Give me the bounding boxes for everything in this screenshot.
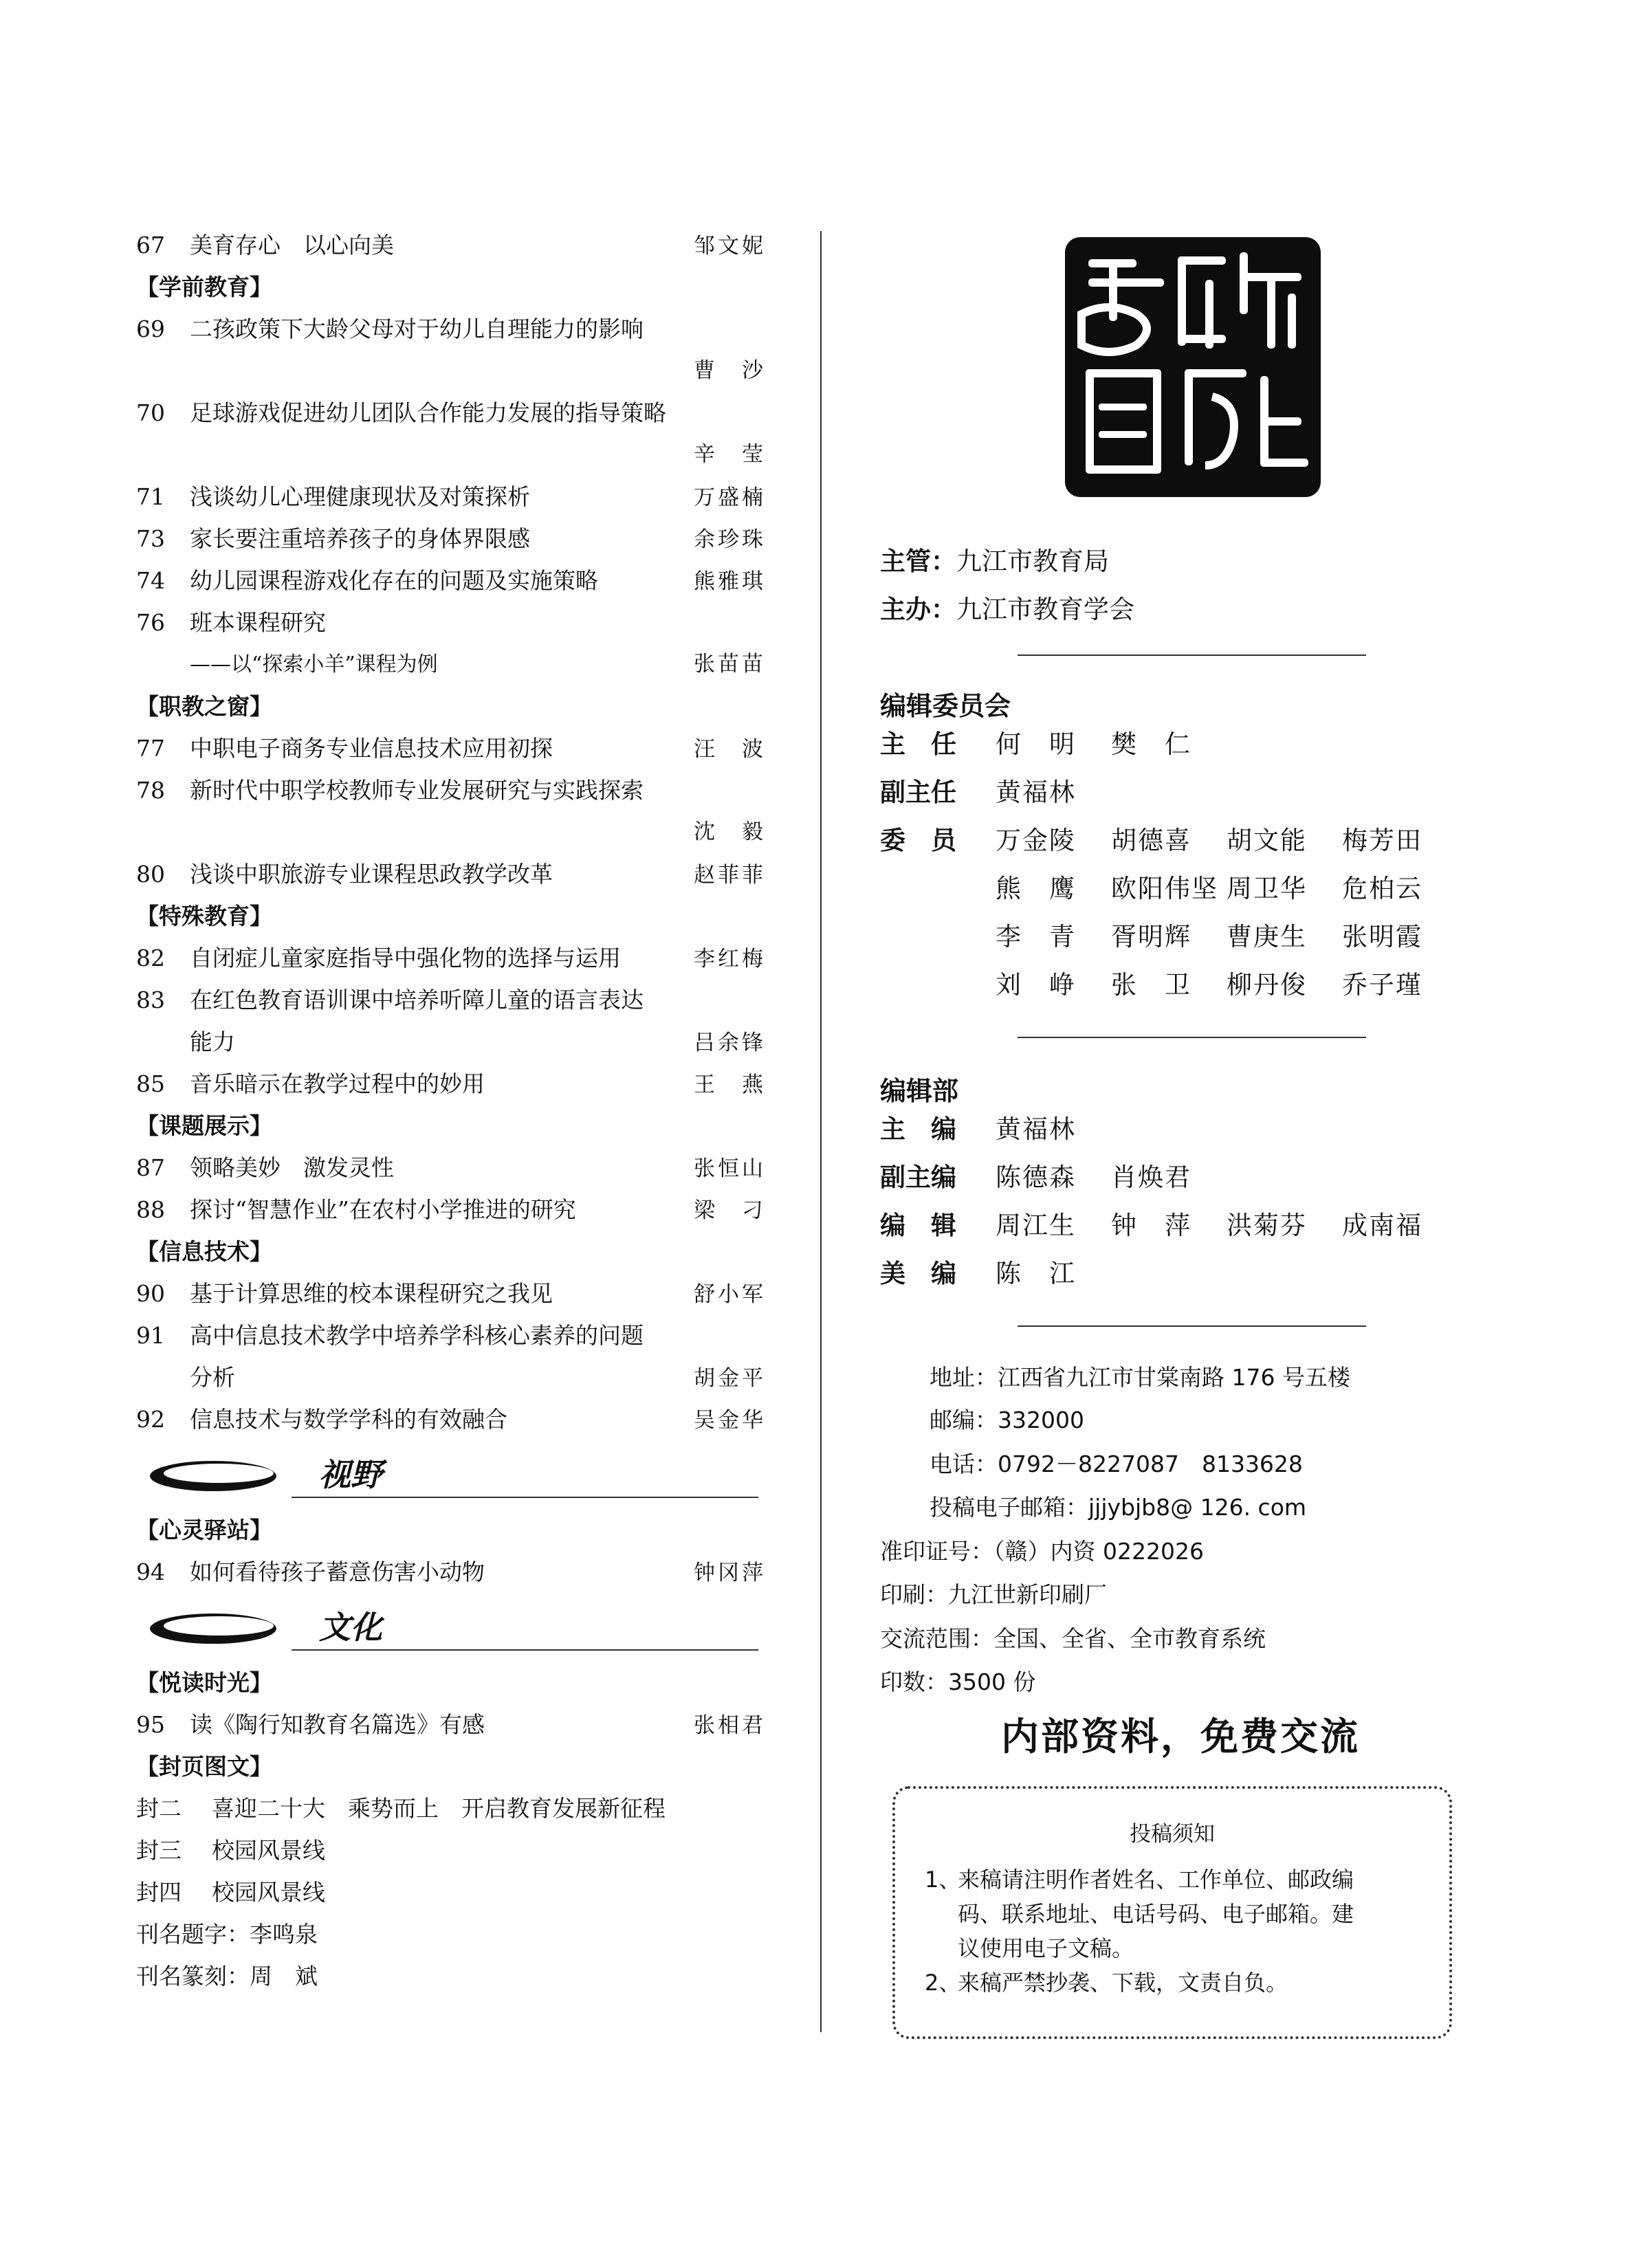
cover-page-label: 封二 <box>136 1795 182 1822</box>
toc-author: 沈 毅 <box>694 819 766 844</box>
toc-title: 读《陶行知教育名篇选》有感 <box>190 1711 485 1738</box>
toc-category-rule <box>292 1649 758 1651</box>
toc-entry <box>136 1356 765 1398</box>
toc-title: 中职电子商务专业信息技术应用初探 <box>190 735 553 762</box>
toc-title: 探讨“智慧作业”在农村小学推进的研究 <box>190 1196 576 1223</box>
toc-entry <box>136 937 765 979</box>
toc-author: 汪 波 <box>694 737 766 762</box>
toc-title: 家长要注重培养孩子的身体界限感 <box>190 525 530 552</box>
toc-page-number: 80 <box>136 861 165 888</box>
staff-name: 熊 鹰 <box>996 874 1076 903</box>
toc-entry <box>136 727 765 769</box>
staff-name: 张 卫 <box>1111 970 1191 1000</box>
staff-names <box>996 916 1458 958</box>
toc-page-number: 76 <box>136 609 165 636</box>
notice-line <box>925 1897 1429 1931</box>
toc-page-number: 92 <box>136 1406 165 1433</box>
toc-author: 李红梅 <box>694 947 766 971</box>
address: 地址：江西省九江市甘棠南路 176 号五楼 <box>930 1364 1350 1391</box>
toc-section-header: 【学前教育】 <box>136 274 272 300</box>
staff-names <box>996 1253 1111 1295</box>
toc-author: 钟冈萍 <box>694 1561 766 1585</box>
cover-page-desc: 喜迎二十大 乘势而上 开启教育发展新征程 <box>212 1795 666 1822</box>
toc-author: 张相君 <box>694 1713 766 1738</box>
notice-item <box>895 1862 1449 1966</box>
notice-text: 议使用电子文稿。 <box>958 1935 1134 1961</box>
toc-title: 浅谈中职旅游专业课程思政教学改革 <box>190 861 553 888</box>
toc-page-number: 70 <box>136 399 165 426</box>
staff-row <box>880 1253 1111 1295</box>
toc-cover-item <box>136 1871 765 1913</box>
staff-name: 刘 峥 <box>996 970 1076 1000</box>
toc-page-number: 94 <box>136 1559 165 1585</box>
toc-entry <box>136 434 765 476</box>
staff-name: 柳丹俊 <box>1227 970 1307 1000</box>
staff-names <box>996 1157 1227 1198</box>
toc-author: 熊雅琪 <box>694 569 766 594</box>
toc-entry <box>136 1063 765 1105</box>
toc-entry <box>136 643 765 685</box>
notice-line <box>925 1966 1429 2000</box>
staff-name: 成南福 <box>1342 1211 1422 1240</box>
toc-title: 班本课程研究 <box>190 609 326 636</box>
staff-name: 陈 江 <box>996 1259 1076 1288</box>
toc-section-header: 【信息技术】 <box>136 1238 272 1265</box>
toc-page-number: 77 <box>136 735 165 762</box>
toc-page-number: 90 <box>136 1280 165 1307</box>
notice-number: 1、 <box>925 1867 961 1893</box>
slogan: 内部资料，免费交流 <box>1001 1715 1361 1759</box>
toc-page-number: 91 <box>136 1322 165 1349</box>
toc-author: 余珍珠 <box>694 527 766 552</box>
toc-entry <box>136 811 765 853</box>
staff-name: 陈德森 <box>996 1163 1076 1192</box>
notice-text: 来稿严禁抄袭、下载，文责自负。 <box>958 1970 1288 1996</box>
toc-entry <box>136 602 765 643</box>
staff-names <box>996 1109 1111 1150</box>
toc-title: 信息技术与数学学科的有效融合 <box>190 1406 507 1433</box>
toc-page-number: 78 <box>136 777 165 804</box>
toc-author: 曹 沙 <box>694 358 766 383</box>
toc-section-header: 【职教之窗】 <box>136 693 272 720</box>
toc-title: 在红色教育语训课中培养听障儿童的语言表达 <box>190 987 644 1013</box>
staff-row <box>880 820 1458 861</box>
toc-title: 如何看待孩子蓄意伤害小动物 <box>190 1559 485 1585</box>
staff-role <box>880 965 996 1006</box>
toc-page-number: 95 <box>136 1711 165 1738</box>
staff-names <box>996 772 1111 813</box>
toc-author: 梁 刁 <box>694 1198 766 1223</box>
staff-names <box>996 820 1458 861</box>
toc-cover-item <box>136 1787 765 1829</box>
toc-title-continued: 能力 <box>190 1028 235 1055</box>
toc-entry <box>136 1147 765 1189</box>
table-of-contents <box>136 224 765 1997</box>
cover-page-label: 封四 <box>136 1879 182 1906</box>
cover-page-label: 封三 <box>136 1837 182 1864</box>
toc-author: 赵菲菲 <box>694 863 766 888</box>
toc-entry <box>136 1314 765 1356</box>
sponsor-line: 主办：九江市教育学会 <box>880 595 1134 624</box>
toc-title: 高中信息技术教学中培养学科核心素养的问题 <box>190 1322 644 1349</box>
toc-author: 辛 莹 <box>694 442 766 467</box>
submission-notice <box>892 1786 1452 2039</box>
staff-role <box>880 868 996 910</box>
notice-line <box>925 1862 1429 1897</box>
toc-section-header: 【特殊教育】 <box>136 903 272 929</box>
notice-number: 2、 <box>925 1970 961 1996</box>
toc-section-header: 【课题展示】 <box>136 1112 272 1139</box>
staff-row <box>880 1157 1227 1198</box>
toc-entry <box>136 518 765 560</box>
staff-name: 何 明 <box>996 729 1076 759</box>
toc-entry <box>136 392 765 434</box>
cover-page-desc: 校园风景线 <box>212 1879 325 1906</box>
notice-text: 来稿请注明作者姓名、工作单位、邮政编 <box>958 1867 1354 1893</box>
staff-names <box>996 1205 1458 1246</box>
seal-stamp-icon <box>1061 232 1327 502</box>
toc-entry <box>136 979 765 1021</box>
toc-category-name: 视野 <box>319 1456 382 1493</box>
toc-entry <box>136 1398 765 1440</box>
staff-row <box>880 1109 1111 1150</box>
column-divider <box>820 231 822 2032</box>
permit-number: 准印证号：（赣）内资 0222026 <box>880 1538 1204 1565</box>
staff-name: 万金陵 <box>996 826 1076 855</box>
toc-entry <box>136 560 765 602</box>
notice-title: 投稿须知 <box>1130 1822 1215 1847</box>
toc-title: 自闭症儿童家庭指导中强化物的选择与运用 <box>190 945 621 971</box>
toc-title-continued: 分析 <box>190 1364 235 1391</box>
toc-category-banner <box>136 1440 765 1509</box>
toc-section-header: 【封页图文】 <box>136 1753 272 1780</box>
notice-text: 码、联系地址、电话号码、电子邮箱。建 <box>958 1901 1354 1927</box>
staff-name: 洪菊芬 <box>1227 1211 1307 1240</box>
toc-entry <box>136 1189 765 1231</box>
toc-author: 舒小军 <box>694 1282 766 1307</box>
toc-credit: 刊名题字：李鸣泉 <box>136 1921 318 1948</box>
staff-role: 主 编 <box>880 1114 956 1144</box>
staff-name: 钟 萍 <box>1111 1211 1191 1240</box>
postcode: 邮编：332000 <box>930 1407 1084 1433</box>
staff-name: 梅芳田 <box>1342 826 1422 855</box>
toc-entry <box>136 1704 765 1746</box>
staff-name: 胥明辉 <box>1111 922 1191 951</box>
toc-section-header: 【悦读时光】 <box>136 1669 272 1696</box>
staff-name: 胡文能 <box>1227 826 1307 855</box>
toc-page-number: 82 <box>136 945 165 971</box>
toc-credit: 刊名篆刻：周 斌 <box>136 1963 318 1990</box>
toc-section-header: 【心灵驿站】 <box>136 1517 272 1543</box>
staff-role: 副主任 <box>880 778 956 807</box>
notice-item <box>895 1966 1449 2000</box>
toc-entry <box>136 476 765 518</box>
toc-entry <box>136 1273 765 1314</box>
print-run: 印数：3500 份 <box>880 1669 1036 1695</box>
toc-cover-item <box>136 1829 765 1871</box>
toc-page-number: 85 <box>136 1070 165 1097</box>
staff-name: 黄福林 <box>996 1114 1076 1144</box>
toc-author: 万盛楠 <box>694 485 766 510</box>
toc-title: 浅谈幼儿心理健康现状及对策探析 <box>190 483 530 510</box>
staff-row <box>880 868 1458 910</box>
staff-row <box>880 1205 1458 1246</box>
toc-subtitle: ——以“探索小羊”课程为例 <box>190 652 438 676</box>
staff-name: 张明霞 <box>1342 922 1422 951</box>
toc-author: 邹文妮 <box>694 234 766 258</box>
toc-title: 领略美妙 激发灵性 <box>190 1154 394 1181</box>
ellipse-ornament-icon <box>144 1608 282 1649</box>
toc-page-number: 88 <box>136 1196 165 1223</box>
staff-role: 委 员 <box>880 826 956 855</box>
staff-name: 乔子瑾 <box>1342 970 1422 1000</box>
toc-title: 足球游戏促进幼儿团队合作能力发展的指导策略 <box>190 399 666 426</box>
staff-name: 周江生 <box>996 1211 1076 1240</box>
staff-name: 曹庚生 <box>1227 922 1307 951</box>
staff-name: 黄福林 <box>996 778 1076 807</box>
toc-entry <box>136 1551 765 1593</box>
toc-page-number: 67 <box>136 232 165 258</box>
staff-name: 肖焕君 <box>1111 1163 1191 1192</box>
toc-author: 胡金平 <box>694 1366 766 1391</box>
toc-page-number: 71 <box>136 483 165 510</box>
staff-row <box>880 724 1227 765</box>
email: 投稿电子邮箱：jjjybjb8@ 126. com <box>930 1494 1307 1521</box>
toc-author: 王 燕 <box>694 1072 766 1097</box>
divider <box>1018 1325 1366 1327</box>
staff-row <box>880 965 1458 1006</box>
staff-role: 编 辑 <box>880 1211 956 1240</box>
staff-name: 樊 仁 <box>1111 729 1191 759</box>
phone: 电话：0792－8227087 8133628 <box>930 1451 1303 1477</box>
toc-author: 张苗苗 <box>694 652 766 676</box>
toc-page-number: 73 <box>136 525 165 552</box>
toc-page-number: 69 <box>136 316 165 342</box>
toc-category-rule <box>292 1497 758 1498</box>
toc-entry <box>136 769 765 811</box>
printer: 印刷：九江世新印刷厂 <box>880 1581 1107 1608</box>
divider <box>1018 1037 1366 1038</box>
staff-role: 美 编 <box>880 1259 956 1288</box>
toc-title: 二孩政策下大龄父母对于幼儿自理能力的影响 <box>190 316 644 342</box>
staff-name: 李 青 <box>996 922 1076 951</box>
staff-name: 危柏云 <box>1342 874 1422 903</box>
toc-author: 吴金华 <box>694 1408 766 1433</box>
staff-name: 周卫华 <box>1227 874 1307 903</box>
toc-author: 吕余锋 <box>694 1031 766 1055</box>
toc-title: 音乐暗示在教学过程中的妙用 <box>190 1070 485 1097</box>
toc-page-number: 74 <box>136 567 165 594</box>
toc-entry <box>136 308 765 350</box>
toc-title: 新时代中职学校教师专业发展研究与实践探索 <box>190 777 644 804</box>
staff-role: 主 任 <box>880 729 956 759</box>
toc-author: 张恒山 <box>694 1156 766 1181</box>
staff-row <box>880 772 1111 813</box>
toc-page-number: 87 <box>136 1154 165 1181</box>
toc-category-banner <box>136 1593 765 1662</box>
staff-role: 副主编 <box>880 1163 956 1192</box>
staff-names <box>996 868 1458 910</box>
distribution-scope: 交流范围：全国、全省、全市教育系统 <box>880 1625 1266 1652</box>
supervisor-line: 主管：九江市教育局 <box>880 547 1109 576</box>
staff-names <box>996 724 1227 765</box>
cover-page-desc: 校园风景线 <box>212 1837 325 1864</box>
dept-title: 编辑部 <box>880 1076 959 1106</box>
notice-line <box>925 1931 1429 1966</box>
committee-title: 编辑委员会 <box>880 691 1011 721</box>
staff-name: 胡德喜 <box>1111 826 1191 855</box>
toc-entry <box>136 224 765 266</box>
toc-entry <box>136 350 765 392</box>
toc-category-name: 文化 <box>319 1609 382 1646</box>
divider <box>1018 654 1366 656</box>
toc-title: 幼儿园课程游戏化存在的问题及实施策略 <box>190 567 598 594</box>
staff-role <box>880 916 996 958</box>
toc-entry <box>136 1021 765 1063</box>
staff-name: 欧阳伟坚 <box>1111 874 1218 903</box>
staff-row <box>880 916 1458 958</box>
toc-title: 美育存心 以心向美 <box>190 232 394 258</box>
ellipse-ornament-icon <box>144 1455 282 1497</box>
toc-page-number: 83 <box>136 987 165 1013</box>
toc-entry <box>136 853 765 895</box>
toc-title: 基于计算思维的校本课程研究之我见 <box>190 1280 553 1307</box>
staff-names <box>996 965 1458 1006</box>
